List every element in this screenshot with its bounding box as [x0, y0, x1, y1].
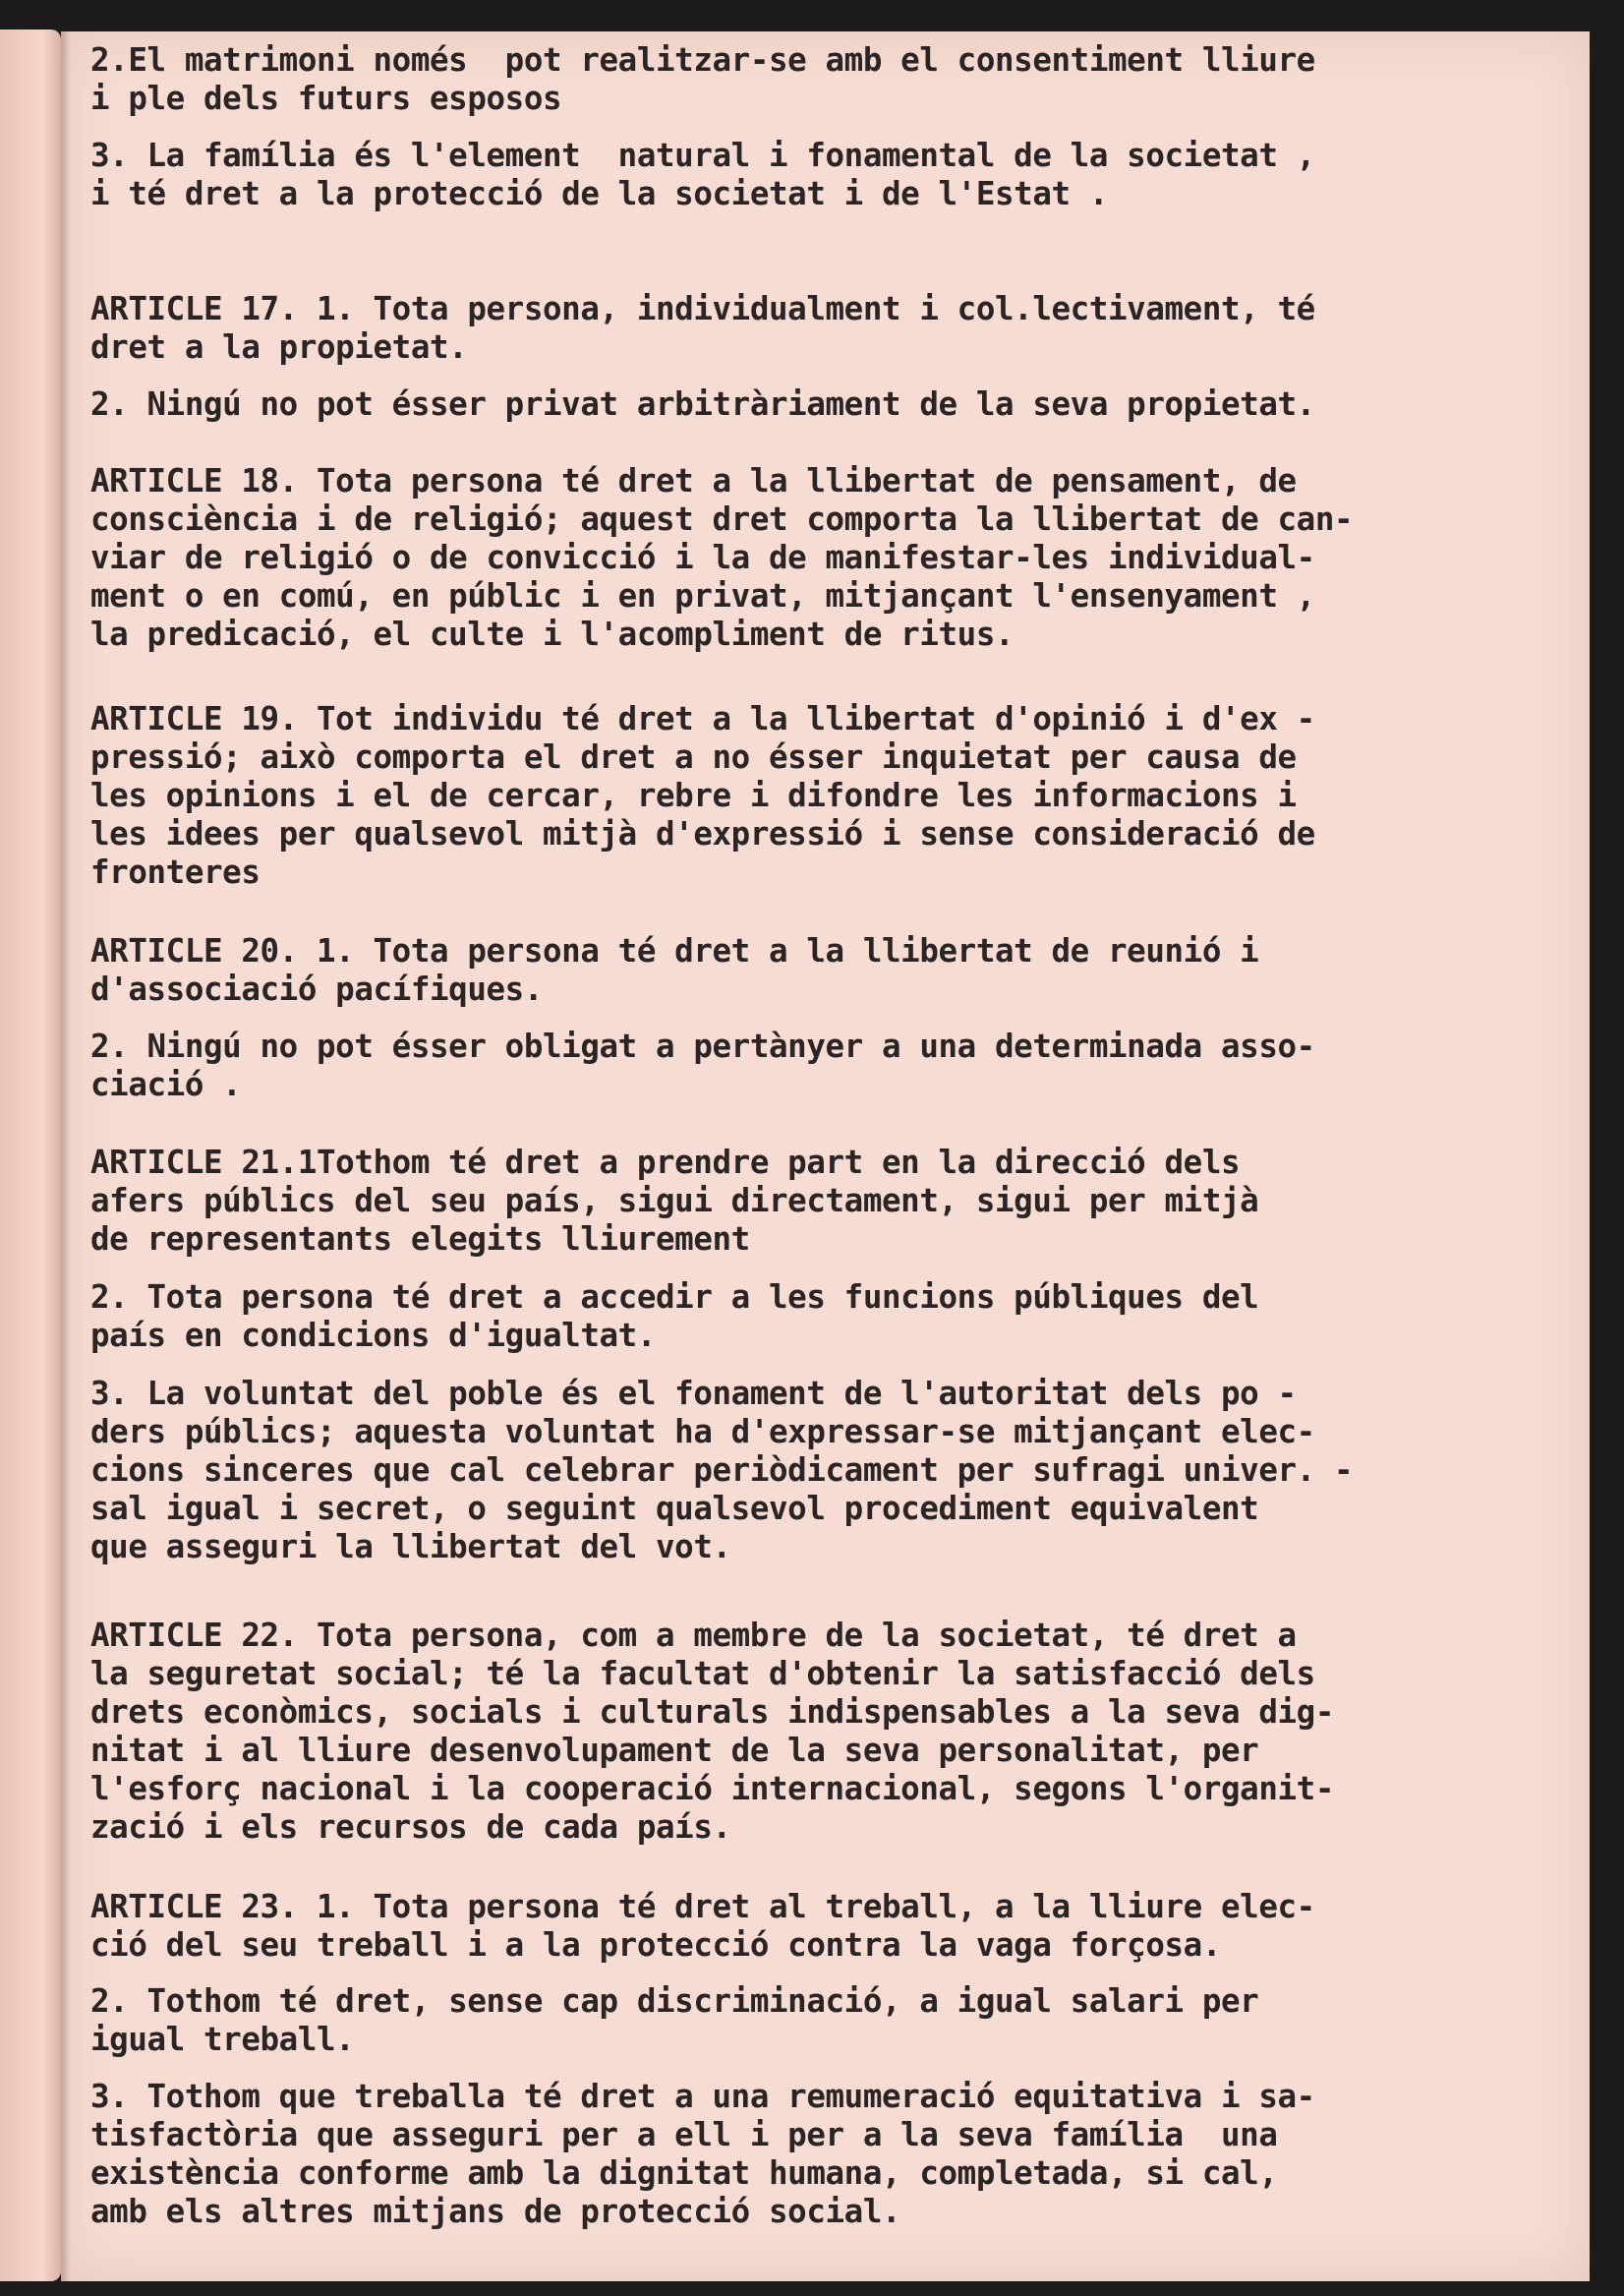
text-line: nitat i al lliure desenvolupament de la seva personalitat, per — [90, 1732, 1259, 1769]
text-line: la predicació, el culte i l'acompliment de ritus. — [90, 616, 1015, 653]
text-line: 3. Tothom que treballa té dret a una remumeració equitativa i sa- — [90, 2078, 1315, 2115]
paragraph-art17-1 — [90, 290, 1315, 367]
text-line: ARTICLE 20. 1. Tota persona té dret a la llibertat de reunió i — [90, 932, 1259, 970]
text-line: l'esforç nacional i la cooperació internacional, segons l'organit- — [90, 1770, 1334, 1807]
text-line: i té dret a la protecció de la societat i de l'Estat . — [90, 175, 1108, 212]
paragraph-art20-1 — [90, 932, 1258, 1009]
text-line: 2. Ningú no pot ésser privat arbitràriament de la seva propietat. — [90, 385, 1315, 423]
text-line: 2. Ningú no pot ésser obligat a pertànyer a una determinada asso- — [90, 1028, 1315, 1065]
text-line: i ple dels futurs esposos — [90, 80, 562, 117]
text-line: fronteres — [90, 854, 261, 891]
paragraph-art23-3 — [90, 2078, 1315, 2231]
paragraph-art16-3 — [90, 137, 1315, 213]
text-line: ciació . — [90, 1066, 242, 1103]
text-line: tisfactòria que asseguri per a ell i per a la seva família una — [90, 2116, 1278, 2153]
text-line: 3. La família és l'element natural i fonamental de la societat , — [90, 137, 1315, 174]
text-line: 2.El matrimoni només pot realitzar-se amb el consentiment lliure — [90, 41, 1315, 79]
text-line: les opinions i el de cercar, rebre i difondre les informacions i — [90, 777, 1297, 814]
text-line: que asseguri la llibertat del vot. — [90, 1528, 731, 1565]
text-line: ARTICLE 23. 1. Tota persona té dret al treball, a la lliure elec- — [90, 1888, 1315, 1925]
text-line: afers públics del seu país, sigui directament, sigui per mitjà — [90, 1182, 1259, 1219]
page-spine-shadow — [61, 31, 71, 2281]
text-line: viar de religió o de convicció i la de manifestar-les individual- — [90, 539, 1315, 576]
text-line: zació i els recursos de cada país. — [90, 1808, 731, 1846]
paragraph-art23-1 — [90, 1888, 1315, 1965]
text-line: ders públics; aquesta voluntat ha d'expressar-se mitjançant elec- — [90, 1413, 1315, 1450]
text-line: 3. La voluntat del poble és el fonament de l'autoritat dels po - — [90, 1375, 1297, 1412]
text-line: ció del seu treball i a la protecció contra la vaga forçosa. — [90, 1926, 1221, 1964]
paragraph-art21-1 — [90, 1144, 1258, 1259]
paragraph-art16-2 — [90, 41, 1315, 118]
text-line: país en condicions d'igualtat. — [90, 1317, 656, 1354]
paragraph-art22 — [90, 1617, 1334, 1847]
paragraph-art21-3 — [90, 1375, 1353, 1566]
text-line: amb els altres mitjans de protecció social. — [90, 2193, 901, 2230]
text-line: les idees per qualsevol mitjà d'expressió i sense consideració de — [90, 815, 1315, 853]
text-line: 2. Tota persona té dret a accedir a les funcions públiques del — [90, 1278, 1259, 1316]
paragraph-art18 — [90, 462, 1353, 654]
text-line: ARTICLE 17. 1. Tota persona, individualment i col.lectivament, té — [90, 290, 1315, 327]
text-line: existència conforme amb la dignitat humana, completada, si cal, — [90, 2154, 1278, 2192]
text-line: consciència i de religió; aquest dret comporta la llibertat de can- — [90, 500, 1354, 538]
text-line: sal igual i secret, o seguint qualsevol procediment equivalent — [90, 1490, 1259, 1527]
text-line: ARTICLE 18. Tota persona té dret a la llibertat de pensament, de — [90, 462, 1297, 500]
text-line: ARTICLE 19. Tot individu té dret a la llibertat d'opinió i d'ex - — [90, 700, 1315, 737]
text-line: ARTICLE 21.1Tothom té dret a prendre part en la direcció dels — [90, 1144, 1241, 1181]
paragraph-art20-2 — [90, 1028, 1315, 1104]
text-line: ment o en comú, en públic i en privat, mitjançant l'ensenyament , — [90, 577, 1315, 615]
text-line: pressió; això comporta el dret a no ésser inquietat per causa de — [90, 738, 1297, 776]
text-line: d'associació pacífiques. — [90, 971, 543, 1008]
text-line: igual treball. — [90, 2021, 355, 2058]
text-line: ARTICLE 22. Tota persona, com a membre de la societat, té dret a — [90, 1617, 1297, 1654]
text-line: 2. Tothom té dret, sense cap discriminació, a igual salari per — [90, 1982, 1259, 2020]
text-line: de representants elegits lliurement — [90, 1220, 750, 1258]
adjacent-page-edge — [0, 29, 61, 2281]
text-line: dret a la propietat. — [90, 328, 468, 366]
text-line: la seguretat social; té la facultat d'obtenir la satisfacció dels — [90, 1655, 1315, 1692]
paragraph-art19 — [90, 700, 1315, 892]
text-line: cions sinceres que cal celebrar periòdicament per sufragi univer. - — [90, 1451, 1354, 1489]
paragraph-art23-2 — [90, 1982, 1258, 2059]
paragraph-art17-2 — [90, 385, 1315, 424]
paragraph-art21-2 — [90, 1278, 1258, 1355]
text-line: drets econòmics, socials i culturals indispensables a la seva dig- — [90, 1693, 1334, 1731]
